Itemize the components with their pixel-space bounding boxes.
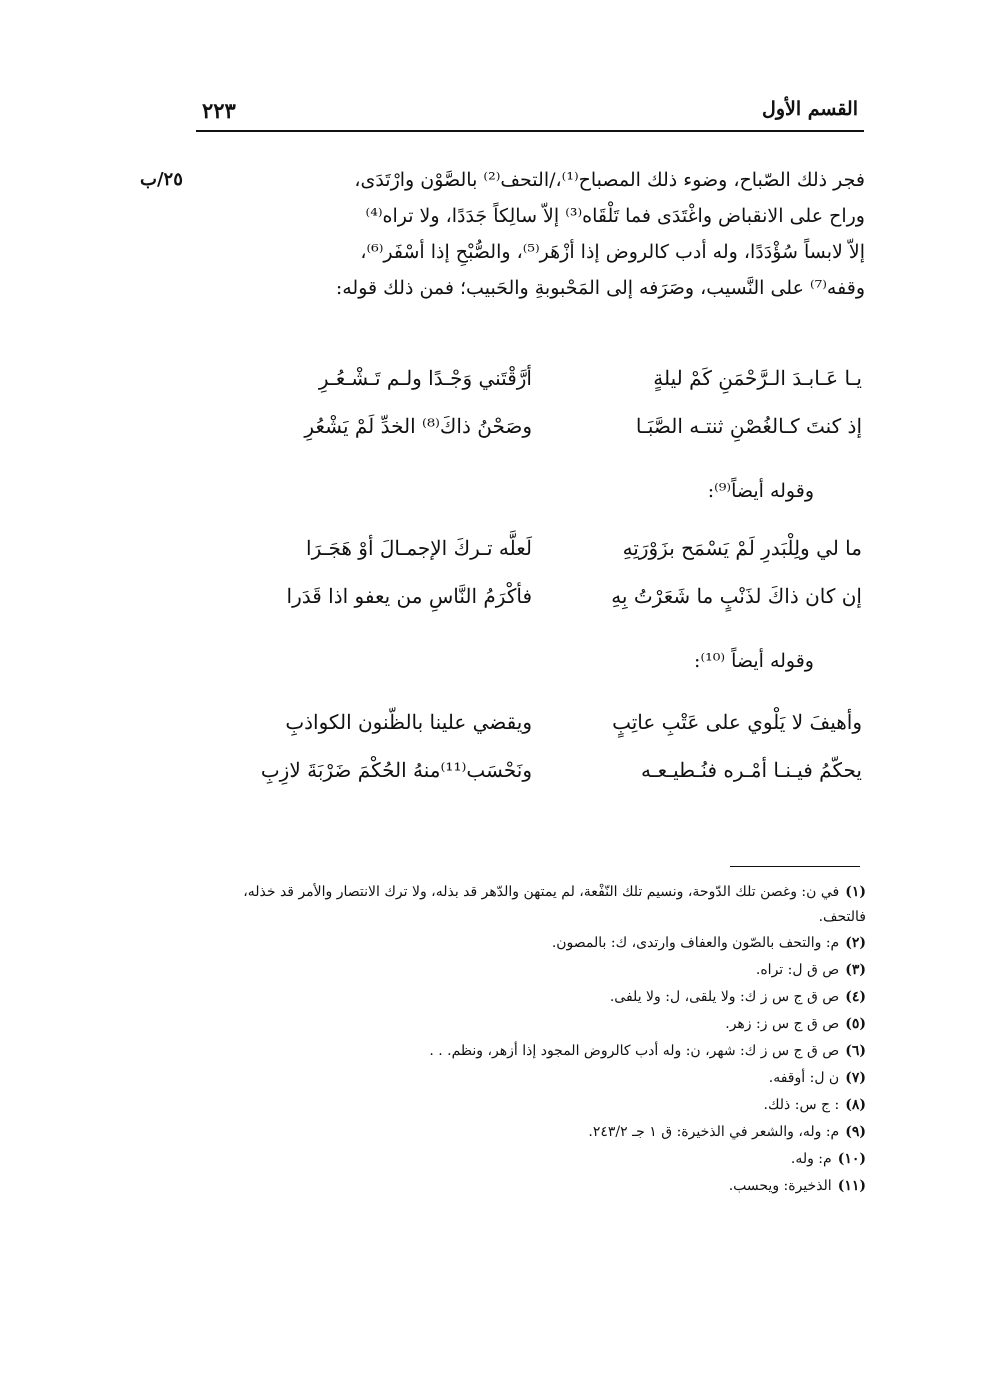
prose-line: وقفه⁽⁷⁾ على النَّسيب، وصَرَفه إلى المَحْبوبةِ والحَبيب؛ فمن ذلك قوله:: [335, 277, 865, 299]
hemistich-second: أرَّقْتَني وَجْـدًا ولـم تَـشْـعُـرِ: [318, 366, 532, 390]
prose-line: إلاّ لابساً سُؤْدَدًا، وله أدب كالروض إذا أزْهَر⁽⁵⁾، والصُّبْحِ إذا أسْفَر⁽⁶⁾،: [360, 241, 865, 263]
footnote-text: في ن: وغصن تلك الدّوحة، ونسيم تلك النّفْعة، لم يمتهن والدّهر قد بذله، ولا ترك الانتصار والأمر قد خذله، فالتحف.: [243, 884, 866, 925]
verse-line: [222, 414, 862, 462]
footnote-separator: [730, 866, 860, 867]
hemistich-first: ما لي ولِلْبَدرِ لَمْ يَسْمَح بزَوْرَتِهِ: [622, 536, 862, 560]
poem-3-intro: وقوله أيضاً ⁽¹⁰⁾:: [694, 650, 814, 672]
verse-line: [222, 366, 862, 414]
hemistich-first: إن كان ذاكَ لذَنْبٍ ما شَعَرْتُ بِهِ: [611, 584, 862, 608]
hemistich-second: ونَحْسَب⁽¹¹⁾منهُ الحُكْمَ ضَرْبَةَ لازِبِ: [260, 758, 532, 782]
hemistich-first: إذ كنتَ كـالغُصْنِ ثنتـه الصَّبَـا: [635, 414, 862, 438]
footnote: [200, 1173, 866, 1200]
footnote: [200, 1038, 866, 1065]
footnote-text: : ج س: ذلك.: [763, 1097, 840, 1113]
footnote-text: ص ق ل: تراه.: [755, 962, 840, 978]
footnote: [200, 957, 866, 984]
hemistich-second: وصَحْنُ ذاكَ⁽⁸⁾ الخدِّ لَمْ يَشْعُرِ: [304, 414, 532, 438]
footnote-text: ص ق ج س ز ك: شهر، ن: وله أدب كالروض المجود إذا أزهر، ونظم. . .: [429, 1043, 840, 1059]
footnote-text: م: وله.: [790, 1151, 832, 1167]
verse-line: [222, 584, 862, 632]
footnote: [200, 1146, 866, 1173]
footnote-number: (٥): [845, 1016, 866, 1032]
footnote-number: (٦): [845, 1043, 866, 1059]
verse-line: [222, 710, 862, 758]
page-number: ٢٢٣: [202, 98, 236, 123]
footnote-text: الذخيرة: ويحسب.: [728, 1178, 832, 1194]
footnote: [200, 880, 866, 930]
poem-1: [222, 366, 862, 462]
footnotes: [200, 880, 866, 1200]
hemistich-second: لَعلَّه تـركَ الإجمـالَ أوْ هَجَـرَا: [306, 536, 532, 560]
footnote-number: (٢): [845, 935, 866, 951]
footnote-number: (٣): [845, 962, 866, 978]
footnote-text: م: وله، والشعر في الذخيرة: ق ١ جـ ٢٤٣/٢.: [588, 1124, 840, 1140]
footnote-number: (٤): [845, 989, 866, 1005]
hemistich-second: فأكْرَمُ النَّاسِ من يعفو اذا قَدَرا: [286, 584, 532, 608]
footnote: [200, 1119, 866, 1146]
footnote-text: م: والتحف بالصّون والعفاف وارتدى، ك: بالمصون.: [551, 935, 840, 951]
hemistich-second: ويقضي علينا بالظّنون الكواذبِ: [285, 710, 532, 734]
page-header: [196, 96, 864, 132]
footnote-number: (١٠): [837, 1151, 866, 1167]
section-title: القسم الأول: [762, 98, 858, 120]
hemistich-first: وأهيفَ لا يَلْوي على عَتْبِ عاتِبٍ: [612, 710, 862, 734]
footnote-number: (٩): [845, 1124, 866, 1140]
verse-line: [222, 536, 862, 584]
footnote-number: (١١): [837, 1178, 866, 1194]
footnote: [200, 984, 866, 1011]
poem-2: [222, 536, 862, 632]
poem-3: [222, 710, 862, 806]
prose-line: وراح على الانقباض واغْتَدَى فما تَلْقَاه⁽³⁾ إلاّ سالِكاً جَدَدًا، ولا تراه⁽⁴⁾: [365, 205, 865, 227]
folio-margin-note: ٢٥/ب: [140, 169, 183, 190]
poem-2-intro: وقوله أيضاً⁽⁹⁾:: [707, 480, 814, 502]
footnote: [200, 1011, 866, 1038]
footnote-number: (٧): [845, 1070, 866, 1086]
footnote-text: ص ق ج س ز ك: ولا يلقى، ل: ولا يلفى.: [609, 989, 840, 1005]
footnote: [200, 1092, 866, 1119]
footnote-text: ص ق ج س ز: زهر.: [725, 1016, 840, 1032]
footnote-number: (١): [845, 884, 866, 900]
footnote: [200, 1065, 866, 1092]
footnote: [200, 930, 866, 957]
hemistich-first: يـا عَـابـدَ الـرَّحْمَنِ كَمْ ليلةٍ: [653, 366, 862, 390]
footnote-number: (٨): [845, 1097, 866, 1113]
prose-paragraph: [185, 162, 865, 306]
footnote-text: ن ل: أوقفه.: [768, 1070, 840, 1086]
hemistich-first: يحكّمُ فيـنـا أمْـره فنُـطيـعـه: [641, 758, 862, 782]
verse-line: [222, 758, 862, 806]
prose-line: فجر ذلك الصّباح، وضوء ذلك المصباح⁽¹⁾،/التحف⁽²⁾ بالصَّوْن وارْتَدَى،: [354, 169, 865, 191]
